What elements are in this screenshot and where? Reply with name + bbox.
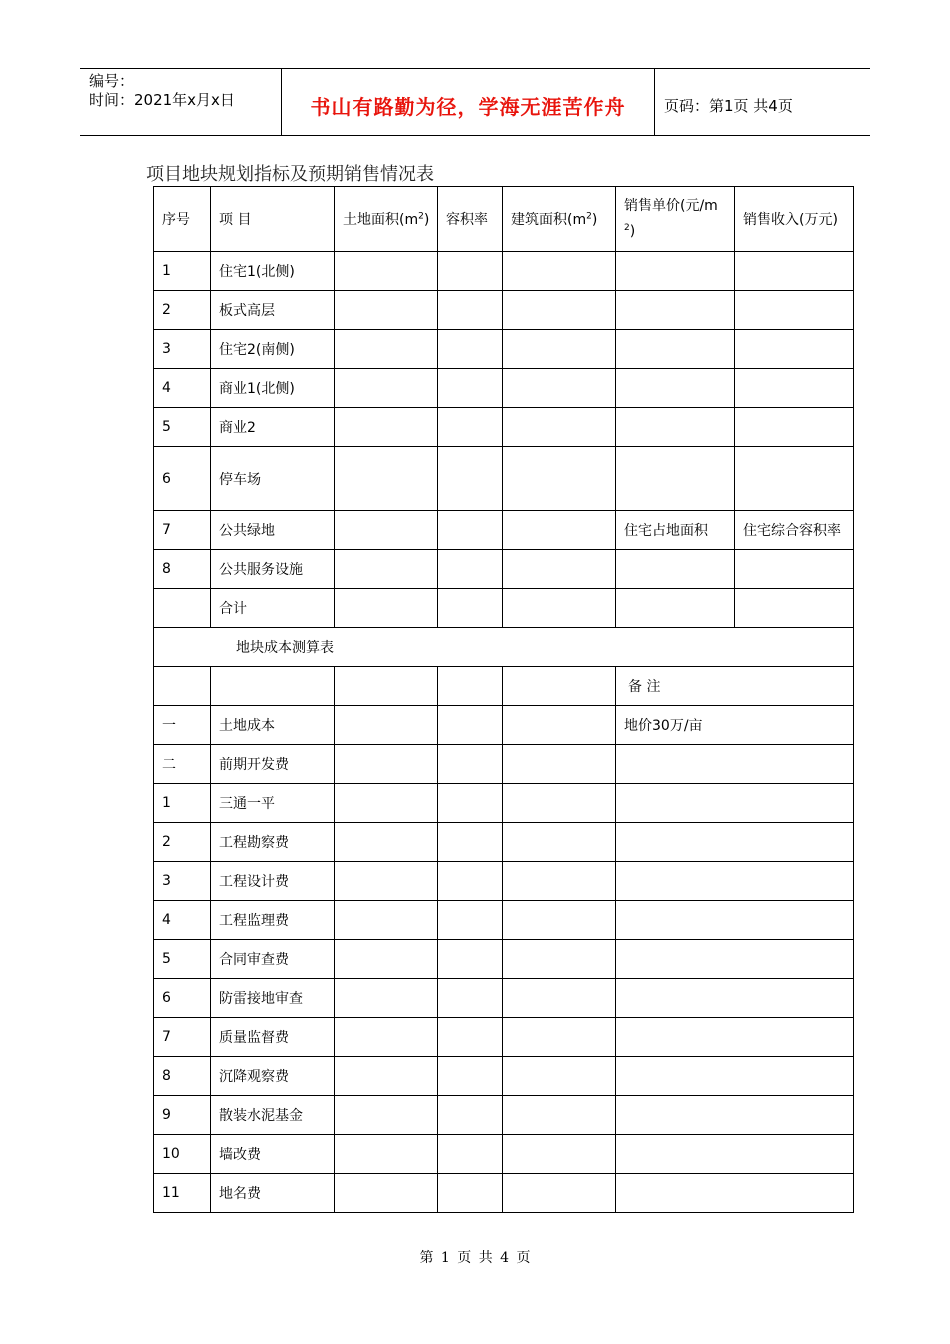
header-cell: 销售收入(万元) [735,187,854,252]
table-row [154,291,854,330]
table-cell [335,901,438,940]
table-row [154,823,854,862]
planning-cost-table [153,186,854,1213]
table-cell [438,511,503,550]
remark-cell [616,940,854,979]
row-item: 住宅2(南侧) [211,330,335,369]
table-cell [503,862,616,901]
table-cell [154,667,211,706]
remark-cell [616,979,854,1018]
header-text: ) [629,223,636,240]
header-slogan: 书山有路勤为径，学海无涯苦作舟 [282,69,655,135]
row-item: 质量监督费 [211,1018,335,1057]
remark-cell [616,901,854,940]
number-label: 编号： [89,72,135,90]
row-number: 7 [154,511,211,550]
table-cell [503,291,616,330]
remark-cell [616,1057,854,1096]
table-cell [335,784,438,823]
superscript: 2 [586,211,592,222]
table-cell: 住宅占地面积 [616,511,735,550]
table-row [154,901,854,940]
page-title: 项目地块规划指标及预期销售情况表 [146,164,434,185]
row-number: 7 [154,1018,211,1057]
table-cell [438,447,503,511]
table-row [154,447,854,511]
header-cell [503,187,616,252]
table-cell [503,940,616,979]
table-cell [503,369,616,408]
header-text: ) [591,212,598,228]
table-cell [503,1057,616,1096]
table-cell [335,667,438,706]
row-item: 防雷接地审查 [211,979,335,1018]
table-row [154,408,854,447]
table-cell [335,369,438,408]
table-cell [616,369,735,408]
header-page-info: 页码：第1页 共4页 [664,96,793,115]
row-number: 4 [154,369,211,408]
header-text: ) [423,212,430,228]
remark-header: 备 注 [616,667,854,706]
table-row [154,940,854,979]
superscript: 2 [624,223,630,234]
row-item: 公共绿地 [211,511,335,550]
row-item: 商业2 [211,408,335,447]
table-cell [735,330,854,369]
table-cell [438,1057,503,1096]
table-cell [735,447,854,511]
table-cell [503,667,616,706]
row-item: 墙改费 [211,1135,335,1174]
table-cell [438,589,503,628]
table-cell [335,550,438,589]
row-number: 8 [154,550,211,589]
table-cell [503,1096,616,1135]
row-item: 板式高层 [211,291,335,330]
table-cell [503,979,616,1018]
table-cell [335,1057,438,1096]
table-cell [503,1018,616,1057]
row-item: 工程勘察费 [211,823,335,862]
remark-cell [616,823,854,862]
row-item: 合同审查费 [211,940,335,979]
row-number: 2 [154,823,211,862]
table-row [154,784,854,823]
table-cell [438,291,503,330]
table-cell [438,862,503,901]
row-item: 工程设计费 [211,862,335,901]
table-cell [335,1174,438,1213]
table-row [154,511,854,550]
row-item: 散装水泥基金 [211,1096,335,1135]
table-cell [438,901,503,940]
row-item: 前期开发费 [211,745,335,784]
table-cell [335,745,438,784]
table-cell [438,252,503,291]
table-cell [503,252,616,291]
table-cell [735,589,854,628]
table-cell [335,589,438,628]
table-cell [438,784,503,823]
table-cell [735,291,854,330]
row-item: 土地成本 [211,706,335,745]
time-label: 时间：2021年x月x日 [89,91,235,109]
row-number: 6 [154,447,211,511]
table-cell [335,291,438,330]
table-cell [438,979,503,1018]
table-cell [335,706,438,745]
table-row [154,369,854,408]
table-cell [503,901,616,940]
table-cell [503,550,616,589]
table-cell: 住宅综合容积率 [735,511,854,550]
table-cell [335,979,438,1018]
table-cell [335,330,438,369]
row-number: 5 [154,940,211,979]
table-cell [438,667,503,706]
row-number: 3 [154,330,211,369]
row-number: 6 [154,979,211,1018]
row-number: 3 [154,862,211,901]
row-number: 二 [154,745,211,784]
row-number: 1 [154,784,211,823]
header-cell [616,187,735,252]
remark-cell [616,1174,854,1213]
table-cell [438,550,503,589]
table-body [154,187,854,1213]
table-cell [438,369,503,408]
row-item: 住宅1(北侧) [211,252,335,291]
table-row [154,330,854,369]
table-row [154,745,854,784]
section-title-row [154,628,854,667]
table-row [154,706,854,745]
row-item: 三通一平 [211,784,335,823]
row-item: 工程监理费 [211,901,335,940]
header-cell: 项 目 [211,187,335,252]
page-footer: 第 1 页 共 4 页 [419,1250,531,1266]
row-number: 2 [154,291,211,330]
table-cell [503,330,616,369]
table-cell [438,1018,503,1057]
table-cell [616,330,735,369]
table-cell [735,252,854,291]
row-item: 沉降观察费 [211,1057,335,1096]
row-item: 地名费 [211,1174,335,1213]
table-row [154,1096,854,1135]
table-cell [335,252,438,291]
table-cell [335,1096,438,1135]
table-cell [335,511,438,550]
table-cell [503,589,616,628]
table-cell [438,823,503,862]
table-cell [335,1135,438,1174]
table-row [154,1135,854,1174]
row-number: 一 [154,706,211,745]
table-cell [735,550,854,589]
remark-cell: 地价30万/亩 [616,706,854,745]
header-text: 销售单价(元/m [624,198,718,215]
table-cell [735,369,854,408]
row-number: 4 [154,901,211,940]
table-cell [503,1135,616,1174]
table-cell [616,252,735,291]
table-cell [503,447,616,511]
table-cell [503,784,616,823]
table-cell [503,1174,616,1213]
table-row [154,1174,854,1213]
table-cell [438,1174,503,1213]
row-item: 停车场 [211,447,335,511]
table-cell [335,940,438,979]
superscript: 2 [418,211,424,222]
table-cell [438,745,503,784]
table-cell [503,511,616,550]
table-cell [438,1096,503,1135]
table-cell [503,706,616,745]
table-cell [735,408,854,447]
page-header [80,68,870,136]
table-row [154,252,854,291]
row-number: 1 [154,252,211,291]
header-text: 建筑面积(m [511,212,587,228]
remark-cell [616,862,854,901]
table-row [154,862,854,901]
row-item: 商业1(北侧) [211,369,335,408]
table-cell [438,706,503,745]
table-cell [616,291,735,330]
row-number [154,589,211,628]
remark-cell [616,1096,854,1135]
table-cell [438,330,503,369]
table-row [154,1057,854,1096]
remark-cell [616,1135,854,1174]
table-cell [503,745,616,784]
table-cell [335,1018,438,1057]
table-cell [211,667,335,706]
row-number: 9 [154,1096,211,1135]
table-cell [503,823,616,862]
table-cell [616,550,735,589]
row-number: 8 [154,1057,211,1096]
row-item: 公共服务设施 [211,550,335,589]
table-cell [438,1135,503,1174]
row-number: 5 [154,408,211,447]
header-cell: 容积率 [438,187,503,252]
section-title: 地块成本测算表 [154,628,854,667]
row-number: 10 [154,1135,211,1174]
table-header-row [154,187,854,252]
table-cell [335,862,438,901]
table-cell [438,940,503,979]
remark-cell [616,784,854,823]
remark-cell [616,1018,854,1057]
header-cell: 序号 [154,187,211,252]
row-number: 11 [154,1174,211,1213]
table-cell [335,823,438,862]
table-cell [616,408,735,447]
table-cell [438,408,503,447]
table-row [154,550,854,589]
table-row [154,1018,854,1057]
table-cell [335,447,438,511]
table-cell [616,589,735,628]
header-meta [80,69,282,135]
header-text: 土地面积(m [343,212,419,228]
header-cell [335,187,438,252]
table-row [154,979,854,1018]
remark-header-row [154,667,854,706]
table-cell [335,408,438,447]
table-cell [503,408,616,447]
table-row [154,589,854,628]
row-item: 合计 [211,589,335,628]
remark-cell [616,745,854,784]
table-cell [616,447,735,511]
